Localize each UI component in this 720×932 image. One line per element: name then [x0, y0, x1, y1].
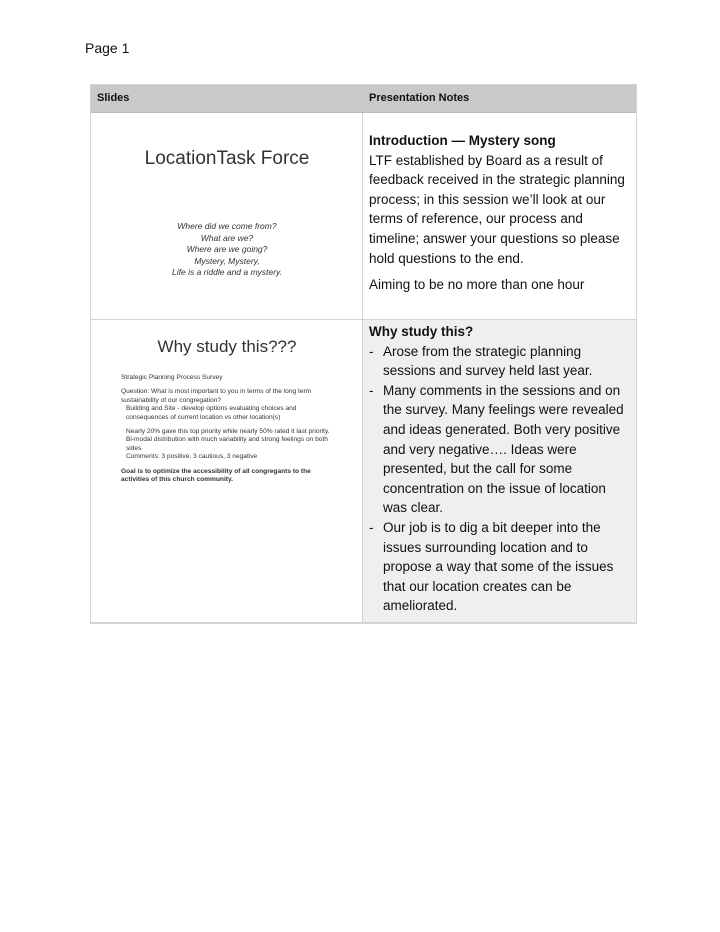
- slide-thumbnail-1: [91, 113, 363, 319]
- notes-heading: Introduction — Mystery song: [369, 133, 556, 148]
- survey-building: Building and Site - develop options evaluating choices and consequences of current location vs other location(s): [126, 405, 297, 421]
- survey-comments: Comments: 3 positive, 3 cautious, 3 negative: [126, 453, 258, 461]
- notes-body: LTF established by Board as a result of feedback received in the strategic planning process; in this session we’ll look at our terms of reference, our process and timeline; answer your questions so please hold questions to the end.: [369, 152, 625, 266]
- notes-heading: Why study this?: [369, 324, 474, 339]
- slide-text: [121, 374, 336, 484]
- list-item: - Our job is to dig a bit deeper into the issues surrounding location and to propose a way that some of the issues that our location creates can be ameliorated.: [369, 518, 632, 616]
- notes-cell-2: [363, 320, 636, 622]
- list-item: - Many comments in the sessions and on the survey. Many feelings were revealed and ideas generated. Both very positive and very negative…. Ideas were presented, but the call for some concentration on the issue of location was clear.: [369, 381, 632, 518]
- list-item: - Arose from the strategic planning sessions and survey held last year.: [369, 342, 632, 381]
- slide-line: Mystery, Mystery,: [194, 255, 260, 266]
- header-notes: Presentation Notes: [369, 92, 470, 104]
- slide-text: [91, 221, 363, 279]
- table-row: [91, 113, 636, 320]
- notes-list: [369, 342, 632, 616]
- notes-cell-1: [363, 113, 636, 319]
- survey-goal: Goal is to optimize the accessibility of all congregants to the activities of this church community.: [121, 467, 311, 484]
- page-label: Page 1: [85, 40, 130, 56]
- slide-line: Life is a riddle and a mystery.: [172, 267, 282, 277]
- slide-title: Why study this???: [157, 337, 297, 356]
- table-header: [91, 85, 636, 113]
- survey-title: Strategic Planning Process Survey: [121, 374, 223, 381]
- notes-aim: Aiming to be no more than one hour: [369, 277, 585, 293]
- slide-title: LocationTask Force: [144, 148, 310, 169]
- survey-stats: Nearly 20% gave this top priority while nearly 50% rated it last priority. Bi-modal distribution with much variability and strong feelings on both sides: [126, 428, 330, 452]
- slides-notes-table: [90, 84, 637, 624]
- slide-line: What are we?: [200, 232, 254, 243]
- header-slides: Slides: [97, 92, 130, 104]
- slide-line: Where are we going?: [186, 244, 268, 254]
- survey-question: Question: What is most important to you in terms of the long term sustainability of our congregation?: [121, 388, 312, 404]
- table-row: [91, 320, 636, 623]
- slide-line: Where did we come from?: [177, 221, 277, 231]
- slide-thumbnail-2: [91, 320, 363, 622]
